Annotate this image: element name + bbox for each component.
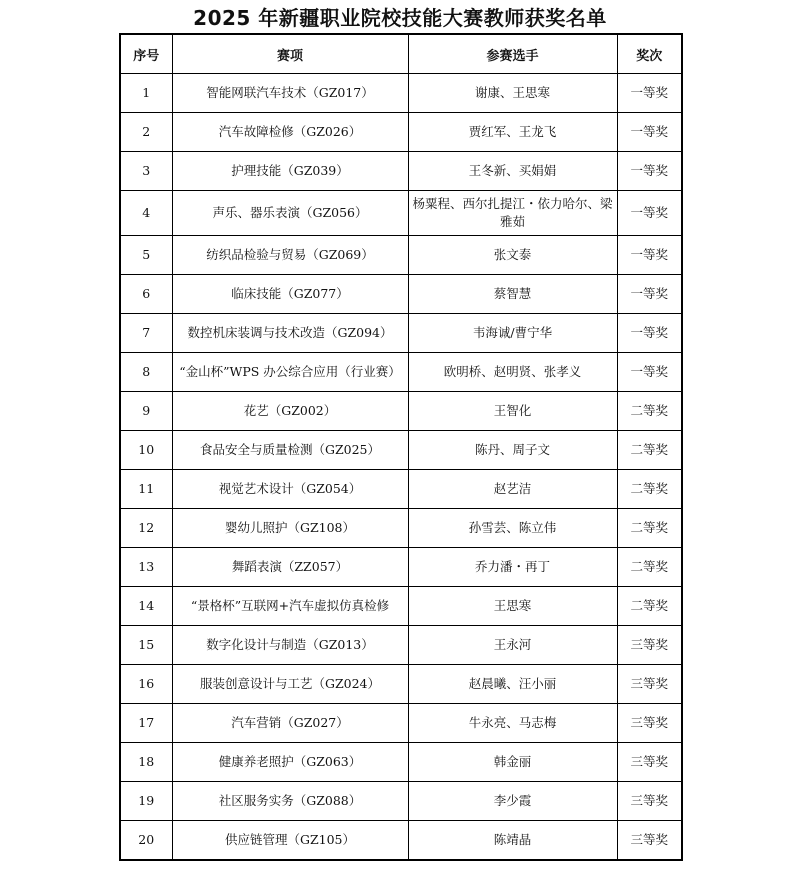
cell-award: 二等奖 [617,470,682,509]
cell-no: 2 [120,113,172,152]
cell-event: 花艺（GZ002） [172,392,408,431]
table-row [120,704,682,743]
table-row [120,587,682,626]
cell-no: 4 [120,191,172,236]
cell-no: 20 [120,821,172,861]
cell-award: 一等奖 [617,275,682,314]
table-row [120,152,682,191]
cell-participants: 陈丹、周子文 [408,431,617,470]
cell-participants: 欧明桥、赵明贤、张孝义 [408,353,617,392]
cell-award: 三等奖 [617,626,682,665]
table-row [120,626,682,665]
cell-no: 1 [120,74,172,113]
cell-event: 声乐、器乐表演（GZ056） [172,191,408,236]
cell-award: 一等奖 [617,152,682,191]
cell-no: 18 [120,743,172,782]
cell-participants: 杨粟程、西尔扎提江・依力哈尔、梁雅茹 [408,191,617,236]
cell-participants: 谢康、王思寒 [408,74,617,113]
cell-award: 二等奖 [617,392,682,431]
cell-no: 14 [120,587,172,626]
table-row [120,431,682,470]
cell-no: 8 [120,353,172,392]
table-row [120,314,682,353]
table-row [120,113,682,152]
table-row [120,392,682,431]
table-row [120,470,682,509]
cell-no: 16 [120,665,172,704]
cell-event: 护理技能（GZ039） [172,152,408,191]
cell-event: 数控机床装调与技术改造（GZ094） [172,314,408,353]
cell-event: “金山杯”WPS 办公综合应用（行业赛） [172,353,408,392]
award-table [119,33,683,861]
cell-award: 一等奖 [617,191,682,236]
cell-award: 一等奖 [617,314,682,353]
cell-award: 一等奖 [617,353,682,392]
cell-event: 汽车营销（GZ027） [172,704,408,743]
cell-no: 19 [120,782,172,821]
cell-event: 视觉艺术设计（GZ054） [172,470,408,509]
cell-award: 二等奖 [617,548,682,587]
cell-participants: 王冬新、买娟娟 [408,152,617,191]
cell-participants: 李少霞 [408,782,617,821]
cell-award: 三等奖 [617,743,682,782]
cell-participants: 王智化 [408,392,617,431]
cell-event: 婴幼儿照护（GZ108） [172,509,408,548]
cell-participants: 孙雪芸、陈立伟 [408,509,617,548]
table-row [120,782,682,821]
table-row [120,353,682,392]
table-row [120,236,682,275]
cell-no: 17 [120,704,172,743]
cell-participants: 赵晨曦、汪小丽 [408,665,617,704]
cell-award: 二等奖 [617,509,682,548]
cell-participants: 贾红军、王龙飞 [408,113,617,152]
table-row [120,275,682,314]
header-participants: 参赛选手 [408,34,617,74]
cell-award: 三等奖 [617,782,682,821]
cell-event: 健康养老照护（GZ063） [172,743,408,782]
cell-award: 三等奖 [617,665,682,704]
cell-no: 11 [120,470,172,509]
table-row [120,665,682,704]
cell-event: 社区服务实务（GZ088） [172,782,408,821]
table-row [120,509,682,548]
cell-participants: 韩金丽 [408,743,617,782]
cell-no: 10 [120,431,172,470]
cell-no: 3 [120,152,172,191]
cell-participants: 韦海诚/曹宁华 [408,314,617,353]
cell-no: 7 [120,314,172,353]
cell-participants: 乔力潘・再丁 [408,548,617,587]
table-header-row [120,34,682,74]
cell-no: 6 [120,275,172,314]
cell-participants: 王永河 [408,626,617,665]
cell-event: 食品安全与质量检测（GZ025） [172,431,408,470]
cell-participants: 陈靖晶 [408,821,617,861]
cell-no: 9 [120,392,172,431]
cell-participants: 张文泰 [408,236,617,275]
cell-award: 一等奖 [617,236,682,275]
cell-event: 服装创意设计与工艺（GZ024） [172,665,408,704]
cell-no: 12 [120,509,172,548]
document-title: 2025 年新疆职业院校技能大赛教师获奖名单 [193,6,607,30]
cell-participants: 蔡智慧 [408,275,617,314]
cell-award: 一等奖 [617,113,682,152]
cell-event: 供应链管理（GZ105） [172,821,408,861]
table-row [120,743,682,782]
table-row [120,548,682,587]
cell-award: 一等奖 [617,74,682,113]
table-row [120,191,682,236]
cell-award: 二等奖 [617,431,682,470]
cell-event: 智能网联汽车技术（GZ017） [172,74,408,113]
table-row [120,821,682,861]
cell-participants: 牛永亮、马志梅 [408,704,617,743]
cell-award: 三等奖 [617,821,682,861]
cell-award: 二等奖 [617,587,682,626]
cell-event: 汽车故障检修（GZ026） [172,113,408,152]
header-no: 序号 [120,34,172,74]
cell-event: “景格杯”互联网+汽车虚拟仿真检修 [172,587,408,626]
cell-no: 5 [120,236,172,275]
cell-event: 纺织品检验与贸易（GZ069） [172,236,408,275]
header-award: 奖次 [617,34,682,74]
cell-participants: 赵艺洁 [408,470,617,509]
cell-no: 13 [120,548,172,587]
cell-participants: 王思寒 [408,587,617,626]
header-event: 赛项 [172,34,408,74]
cell-no: 15 [120,626,172,665]
cell-event: 临床技能（GZ077） [172,275,408,314]
cell-event: 数字化设计与制造（GZ013） [172,626,408,665]
cell-award: 三等奖 [617,704,682,743]
cell-event: 舞蹈表演（ZZ057） [172,548,408,587]
table-row [120,74,682,113]
